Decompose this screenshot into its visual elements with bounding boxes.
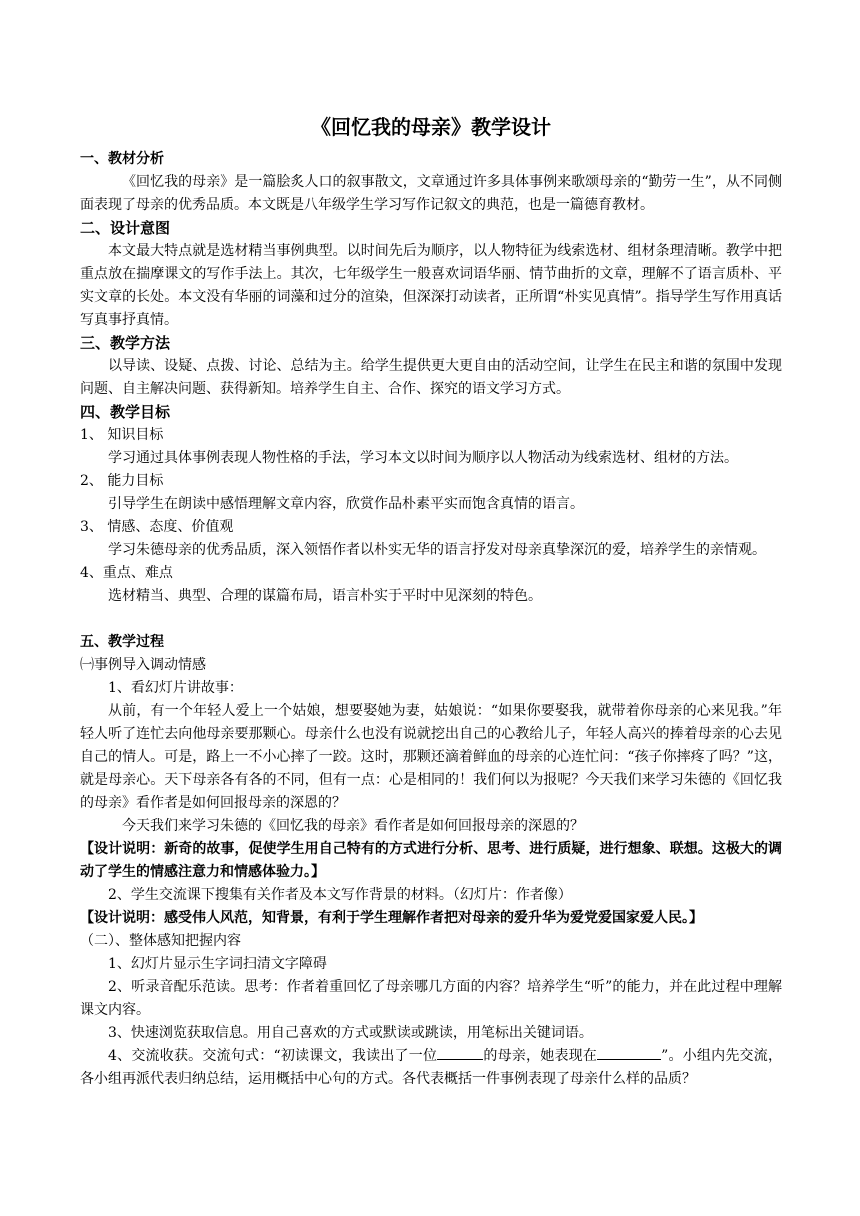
story-paragraph: 从前，有一个年轻人爱上一个姑娘，想要娶她为妻，姑娘说：“如果你要娶我，就带着你母亲的心来见我。”年轻人听了连忙去向他母亲要那颗心。母亲什么也没有说就挖出自己的心教给儿子，年轻人高兴的捧着母亲的心去见自己的情人。可是，路上一不小心摔了一跤。这时，那颗还滴着鲜血的母亲的心连忙问：“孩子你摔疼了吗？”这，就是母亲心。天下母亲各有各的不同，但有一点：心是相同的！我们何以为报呢？今天我们来学习朱德的《回忆我的母亲》看作者是如何回报母亲的深恩的？: [80, 703, 782, 811]
goal-keypoints-label: 4、重点、难点: [80, 565, 173, 581]
section-heading-design-intent: 二、设计意图: [80, 219, 171, 237]
item4-text-b: 的母亲，她表现在: [483, 1048, 598, 1064]
design-note-1: 【设计说明：新奇的故事，促使学生用自己特有的方式进行分析、思考、进行质疑，进行想象、联想。这极大的调动了学生的情感注意力和情感体验力。】: [80, 841, 782, 880]
goal-knowledge-text: 学习通过具体事例表现人物性格的手法，学习本文以时间为顺序以人物活动为线索选材、组材的方法。: [108, 450, 738, 466]
process-part2-heading: （二）、整体感知把握内容: [80, 933, 241, 949]
process-step1: 1、看幻灯片讲故事：: [108, 680, 243, 696]
document-title: 《回忆我的母亲》教学设计: [311, 115, 551, 139]
document-page: [80, 112, 782, 1091]
process-part1-heading: ㈠事例导入调动情感: [80, 657, 206, 673]
goal-emotion-label: 3、 情感、态度、价值观: [80, 519, 234, 535]
process-part2-item4: [80, 1045, 782, 1091]
goal-knowledge-label: 1、 知识目标: [80, 427, 164, 443]
teaching-method-paragraph: 以导读、设疑、点拨、讨论、总结为主。给学生提供更大更自由的活动空间，让学生在民主和谐的氛围中发现问题、自主解决问题、获得新知。培养学生自主、合作、探究的语文学习方式。: [80, 358, 782, 397]
section-heading-textbook-analysis: 一、教材分析: [80, 151, 164, 167]
item4-text-a: 4、交流收获。交流句式：“初读课文，我读出了一位: [108, 1048, 438, 1064]
goal-ability-label: 2、 能力目标: [80, 473, 164, 489]
textbook-analysis-paragraph: 《回忆我的母亲》是一篇脍炙人口的叙事散文，文章通过许多具体事例来歌颂母亲的“勤劳一生”，从不同侧面表现了母亲的优秀品质。本文既是八年级学生学习写作记叙文的典范，也是一篇德育教材。: [80, 174, 782, 213]
goal-ability-text: 引导学生在朗读中感悟理解文章内容，欣赏作品朴素平实而饱含真情的语言。: [108, 496, 584, 512]
process-part2-item1: 1、幻灯片显示生字词扫清文字障碍: [108, 956, 327, 972]
item4-text-c: ”。小组内先交流，各小组再派代表归纳总结，运用概括中心句的方式。各代表概括一件事例表现了母亲什么样的品质？: [80, 1048, 782, 1087]
process-part2-item2: 2、听录音配乐范读。思考：作者着重回忆了母亲哪几方面的内容？培养学生“听”的能力，并在此过程中理解课文内容。: [80, 979, 782, 1018]
goal-keypoints-text: 选材精当、典型、合理的谋篇布局，语言朴实于平时中见深刻的特色。: [108, 588, 542, 604]
story-repeat-line: 今天我们来学习朱德的《回忆我的母亲》看作者是如何回报母亲的深恩的？: [122, 818, 584, 834]
section-heading-teaching-method: 三、教学方法: [80, 334, 171, 352]
section-heading-teaching-goals: 四、教学目标: [80, 403, 171, 421]
process-step2: 2、学生交流课下搜集有关作者及本文写作背景的材料。（幻灯片：作者像）: [108, 887, 572, 903]
design-note-2: 【设计说明：感受伟人风范，知背景，有利于学生理解作者把对母亲的爱升华为爱党爱国家爱人民。】: [80, 910, 703, 926]
process-part2-item3: 3、快速浏览获取信息。用自己喜欢的方式或默读或跳读，用笔标出关键词语。: [108, 1025, 593, 1041]
section-heading-teaching-process: 五、教学过程: [80, 634, 164, 650]
design-intent-paragraph: 本文最大特点就是选材精当事例典型。以时间先后为顺序，以人物特征为线索选材、组材条理清晰。教学中把重点放在揣摩课文的写作手法上。其次，七年级学生一般喜欢词语华丽、情节曲折的文章，理解不了语言质朴、平实文章的长处。本文没有华丽的词藻和过分的渲染，但深深打动读者，正所谓“朴实见真情”。指导学生写作用真话写真事抒真情。: [80, 243, 782, 328]
fill-blank-2: [597, 1059, 661, 1060]
fill-blank-1: [437, 1059, 483, 1060]
goal-emotion-text: 学习朱德母亲的优秀品质，深入领悟作者以朴实无华的语言抒发对母亲真挚深沉的爱，培养学生的亲情观。: [108, 542, 766, 558]
